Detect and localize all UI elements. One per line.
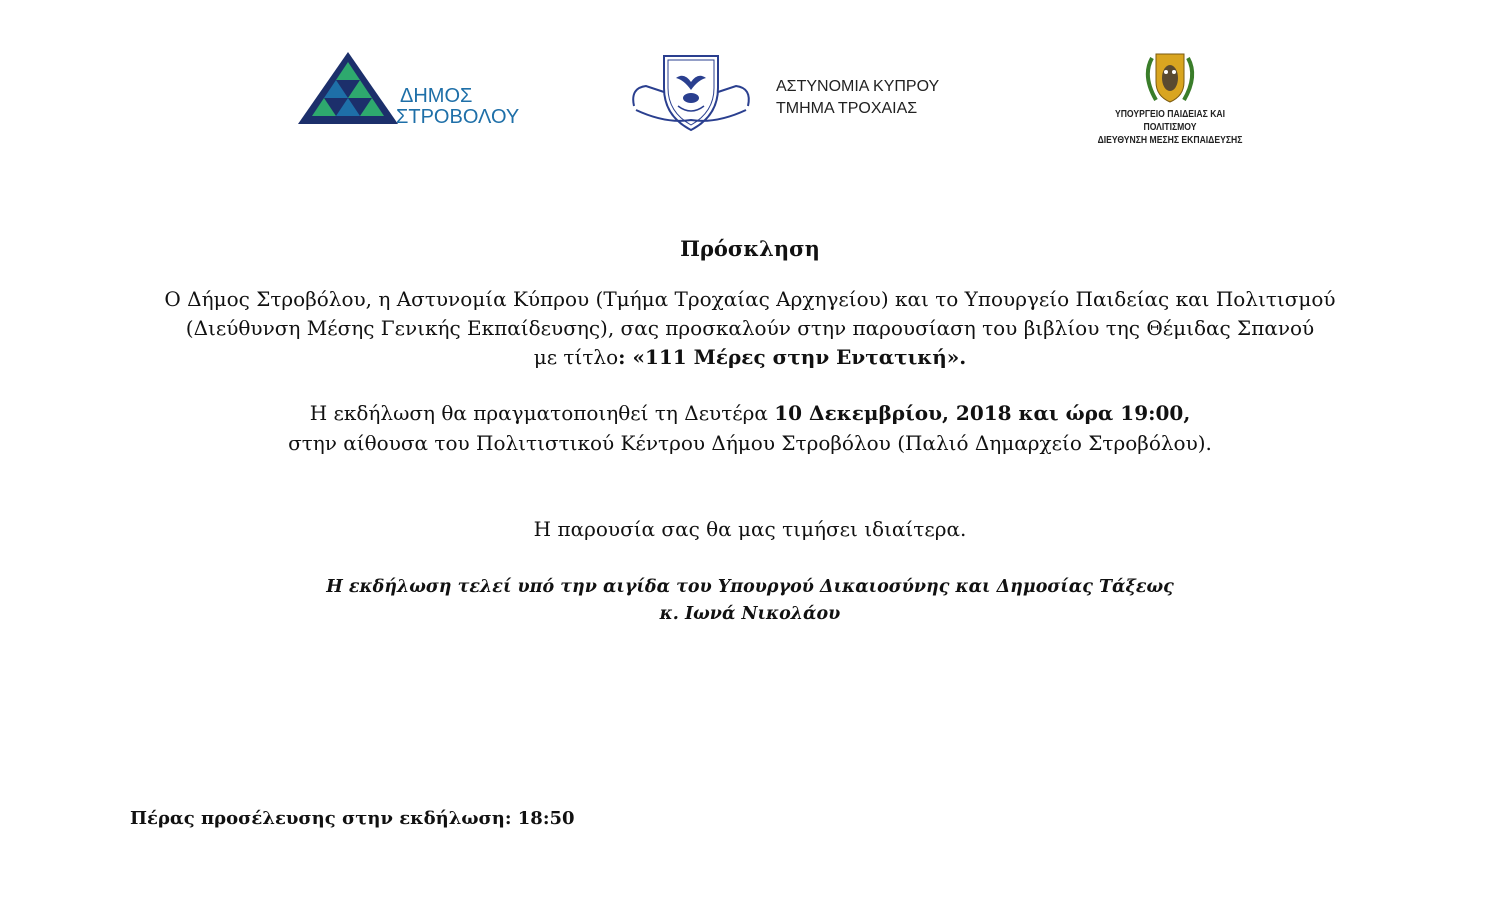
arrival-deadline: Πέρας προσέλευσης στην εκδήλωση: 18:50 [130, 808, 575, 829]
strovolos-name-line1: ΔΗΜΟΣ [400, 85, 473, 107]
strovolos-name-line2: ΣΤΡΟΒΟΛΟΥ [396, 106, 520, 128]
patronage-note [0, 574, 1500, 628]
intro-line-1: Ο Δήμος Στροβόλου, η Αστυνομία Κύπρου (Τμήμα Τροχαίας Αρχηγείου) και το Υπουργείο Παιδείας και Πολιτισμού [164, 287, 1336, 311]
intro-line-3 [0, 343, 1500, 372]
strovolos-triangle-icon [296, 50, 546, 130]
event-datetime: 10 Δεκεμβρίου, 2018 και ώρα 19:00, [774, 401, 1191, 425]
event-venue: στην αίθουσα του Πολιτιστικού Κέντρου Δήμου Στροβόλου (Παλιό Δημαρχείο Στροβόλου). [288, 431, 1212, 455]
invitation-paragraph-intro [0, 285, 1500, 372]
directorate-name: ΔΙΕΥΘΥΝΣΗ ΜΕΣΗΣ ΕΚΠΑΙΔΕΥΣΗΣ [1097, 134, 1243, 146]
invitation-title: Πρόσκληση [680, 236, 820, 261]
traffic-department-name: ΤΜΗΜΑ ΤΡΟΧΑΙΑΣ [776, 100, 918, 117]
event-date-prefix: Η εκδήλωση θα πραγματοποιηθεί τη Δευτέρα [309, 401, 775, 425]
ministry-emblem-icon [1070, 48, 1270, 108]
police-emblem-icon [626, 48, 756, 138]
ministry-name: ΥΠΟΥΡΓΕΙΟ ΠΑΙΔΕΙΑΣ ΚΑΙ ΠΟΛΙΤΙΣΜΟΥ [1114, 108, 1226, 133]
ministry-education-logo [1070, 48, 1270, 146]
patronage-line-2: κ. Ιωνά Νικολάου [659, 604, 841, 624]
strovolos-municipality-logo [296, 50, 546, 130]
event-date-line [0, 398, 1500, 428]
patronage-line-1: Η εκδήλωση τελεί υπό την αιγίδα του Υπουργού Δικαιοσύνης και Δημοσίας Τάξεως [326, 577, 1174, 597]
police-name: ΑΣΤΥΝΟΜΙΑ ΚΥΠΡΟΥ [776, 78, 940, 95]
cyprus-police-logo [626, 48, 956, 138]
closing-remark: Η παρουσία σας θα μας τιμήσει ιδιαίτερα. [533, 517, 967, 541]
book-title: : «111 Μέρες στην Εντατική». [618, 345, 967, 369]
intro-line-2: (Διεύθυνση Μέσης Γενικής Εκπαίδευσης), σας προσκαλούν στην παρουσίαση του βιβλίου της Θέμιδας Σπανού [185, 316, 1315, 340]
event-details [0, 398, 1500, 458]
book-title-prefix: με τίτλο [533, 345, 619, 369]
